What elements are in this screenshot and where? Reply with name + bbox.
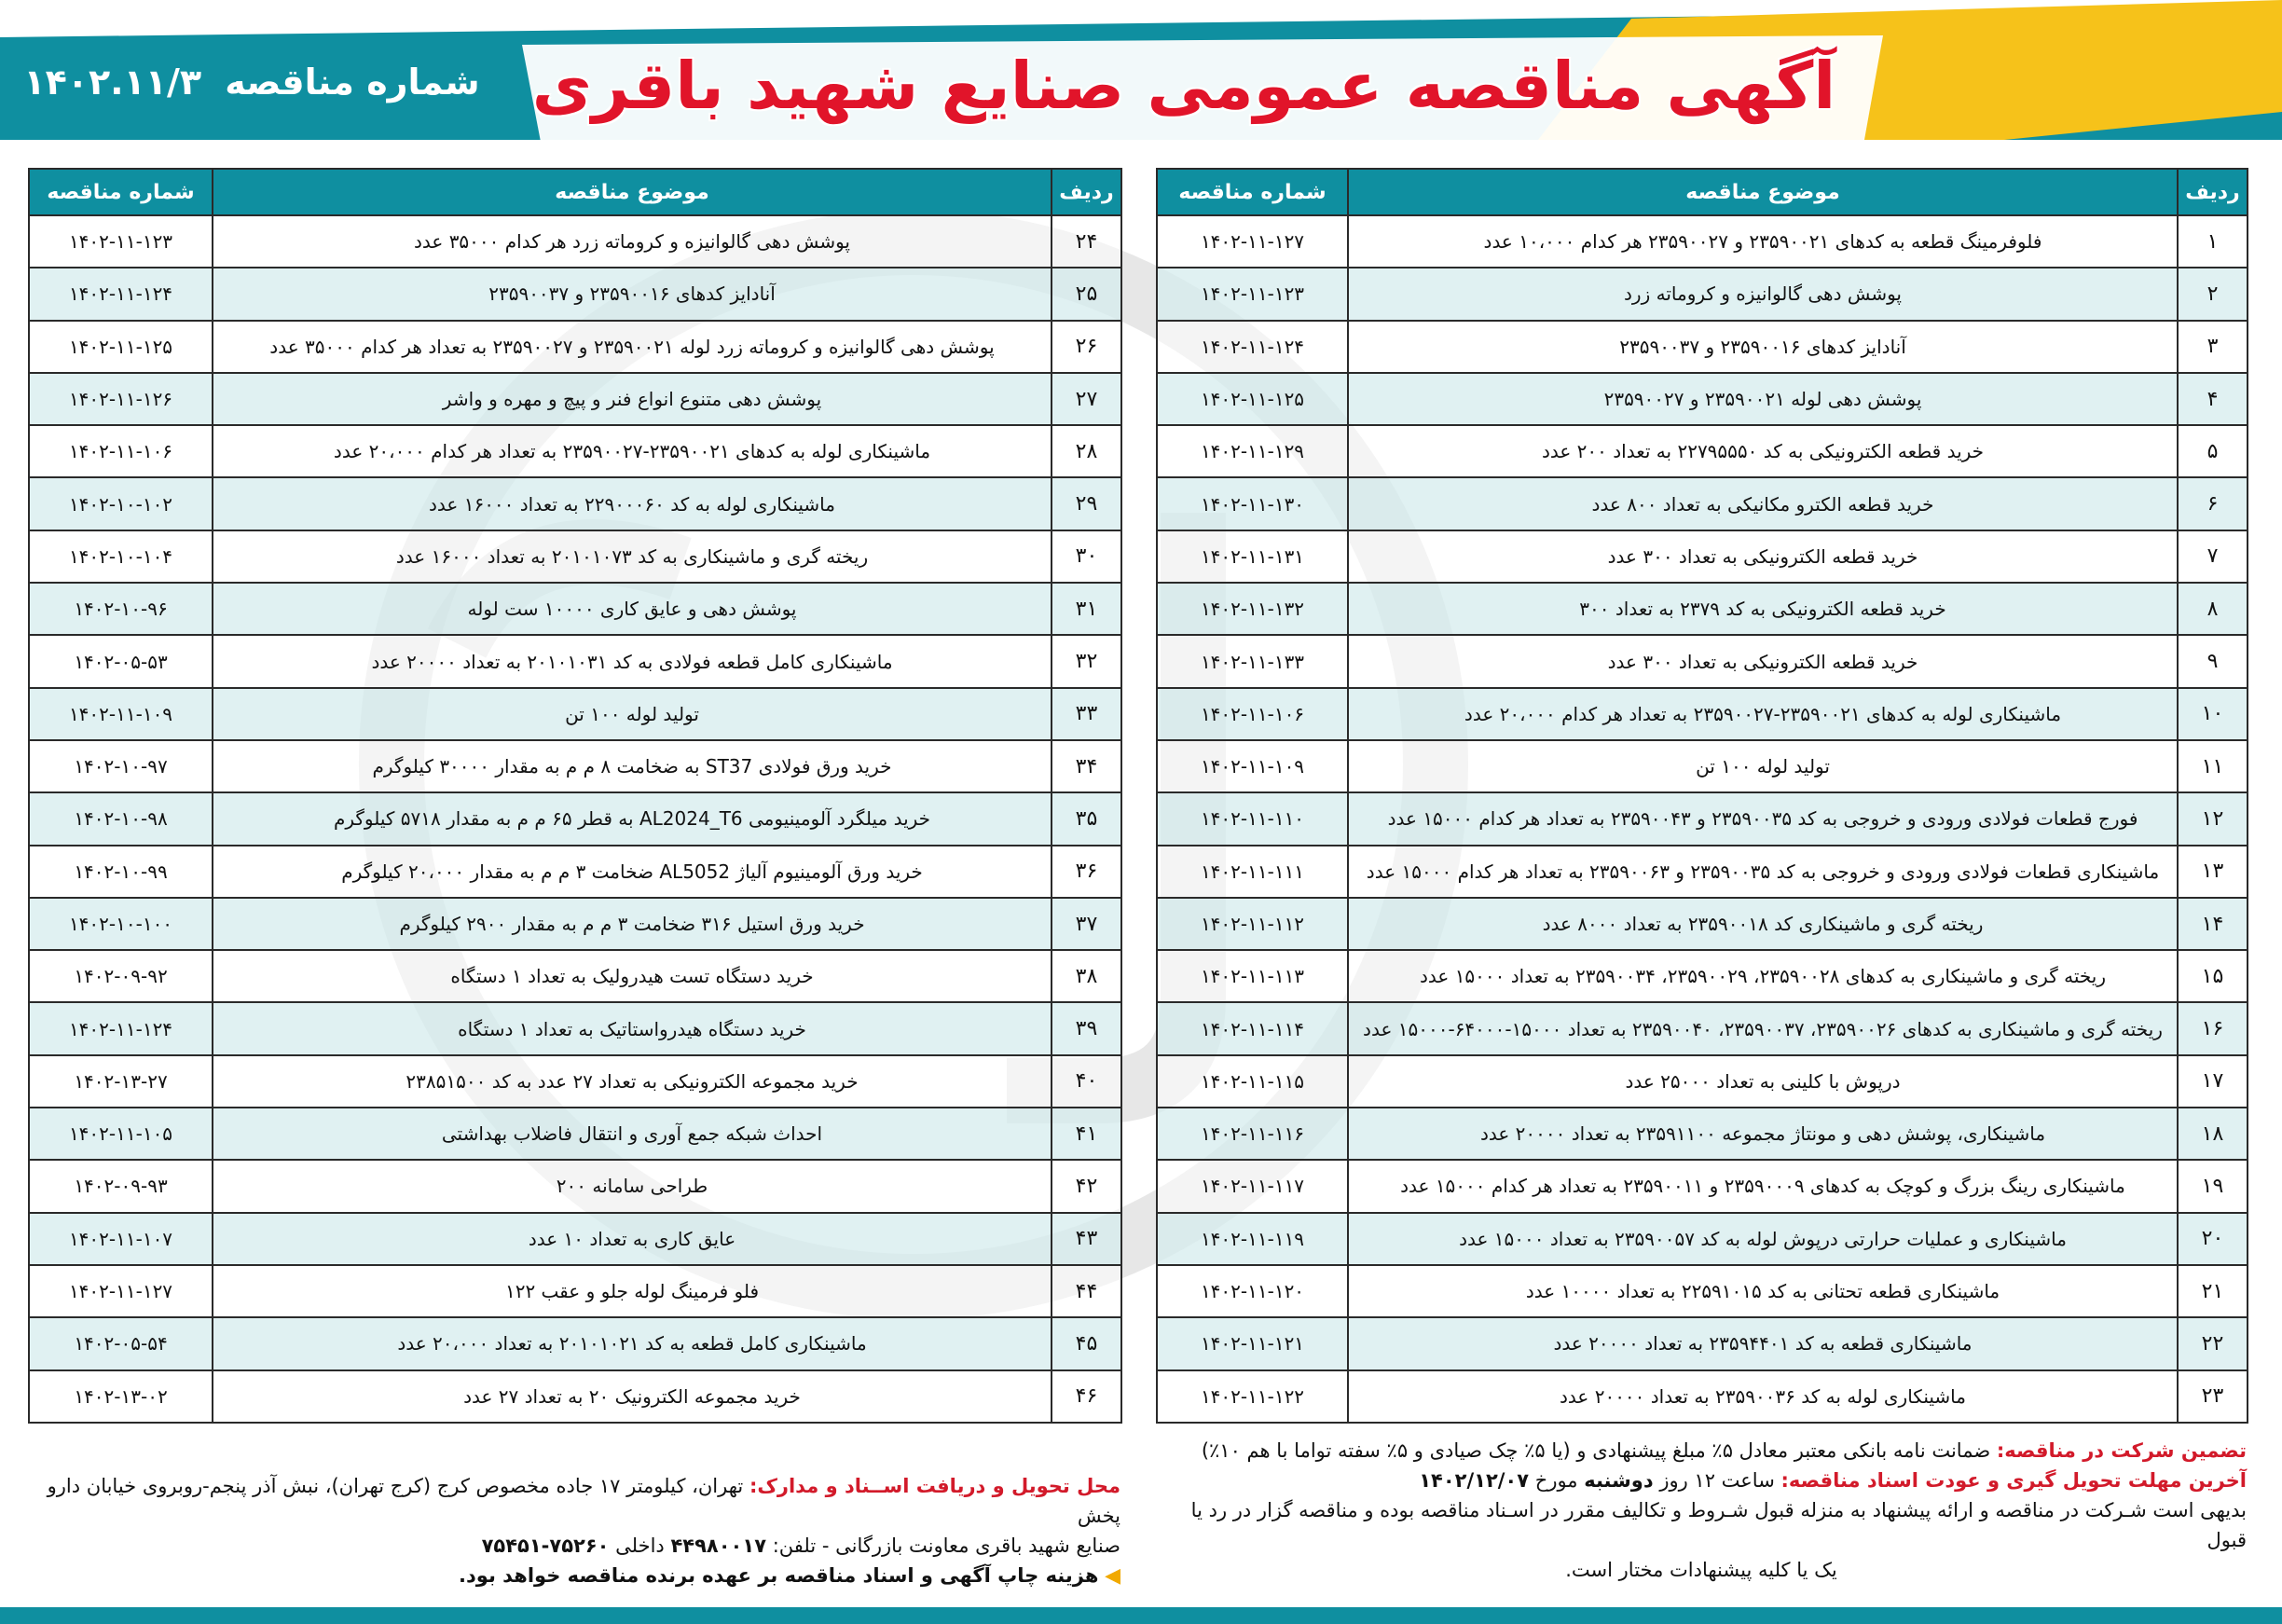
row-number-cell: ۱۴۰۲-۱۰-۹۷ bbox=[29, 740, 213, 792]
row-subject-cell: ماشینکاری، پوشش دهی و مونتاژ مجموعه ۲۳۵۹۱۱۰۰ به تعداد ۲۰۰۰۰ عدد bbox=[1348, 1108, 2178, 1160]
table-row bbox=[1157, 1317, 2248, 1369]
place-label: محل تحویل و دریافت اســناد و مدارک: bbox=[749, 1475, 1120, 1497]
table-row bbox=[29, 215, 1121, 268]
table-row bbox=[29, 373, 1121, 425]
table-row bbox=[1157, 1160, 2248, 1212]
footer-contact bbox=[28, 1471, 1120, 1591]
row-index-cell: ۲۰ bbox=[2178, 1213, 2248, 1265]
row-index-cell: ۱۷ bbox=[2178, 1055, 2248, 1108]
row-subject-cell: آنادایز کدهای ۲۳۵۹۰۰۱۶ و ۲۳۵۹۰۰۳۷ bbox=[1348, 321, 2178, 373]
row-subject-cell: ماشینکاری قطعات فولادی ورودی و خروجی به کد ۲۳۵۹۰۰۳۵ و ۲۳۵۹۰۰۶۳ به تعداد هر کدام ۱۵۰۰۰ عدد bbox=[1348, 846, 2178, 898]
guarantee-text: ضمانت نامه بانکی معتبر معادل ۵٪ مبلغ پیشنهادی و (یا ۵٪ چک صیادی و ۵٪ سفته تواما با هم ۱۰٪) bbox=[1201, 1439, 1991, 1462]
table-row bbox=[1157, 373, 2248, 425]
deadline-prefix: ساعت ۱۲ روز bbox=[1659, 1469, 1775, 1492]
row-index-cell: ۳۳ bbox=[1052, 688, 1121, 740]
row-number-cell: ۱۴۰۲-۱۱-۱۱۷ bbox=[1157, 1160, 1348, 1212]
row-number-cell: ۱۴۰۲-۱۱-۱۲۴ bbox=[29, 268, 213, 320]
row-subject-cell: ماشینکاری لوله به کدهای ۲۳۵۹۰۰۲۱-۲۳۵۹۰۰۲۷ به تعداد هر کدام ۲۰،۰۰۰ عدد bbox=[1348, 688, 2178, 740]
row-number-cell: ۱۴۰۲-۱۱-۱۰۹ bbox=[29, 688, 213, 740]
row-index-cell: ۲۵ bbox=[1052, 268, 1121, 320]
tender-number-label: شماره مناقصه bbox=[225, 62, 480, 103]
table-row bbox=[29, 1265, 1121, 1317]
row-index-cell: ۴۶ bbox=[1052, 1370, 1121, 1423]
row-subject-cell: خرید ورق آلومینیوم آلیاژ AL5052 ضخامت ۳ م م به مقدار ۲۰،۰۰۰ کیلوگرم bbox=[213, 846, 1052, 898]
row-number-cell: ۱۴۰۲-۱۱-۱۳۱ bbox=[1157, 530, 1348, 583]
table-row bbox=[1157, 1213, 2248, 1265]
row-number-cell: ۱۴۰۲-۰۵-۵۴ bbox=[29, 1317, 213, 1369]
cost-note-line bbox=[28, 1561, 1120, 1591]
row-subject-cell: خرید ورق استیل ۳۱۶ ضخامت ۳ م م به مقدار ۲۹۰۰ کیلوگرم bbox=[213, 898, 1052, 950]
row-number-cell: ۱۴۰۲-۱۱-۱۳۳ bbox=[1157, 635, 1348, 687]
row-number-cell: ۱۴۰۲-۱۱-۱۱۳ bbox=[1157, 950, 1348, 1002]
row-number-cell: ۱۴۰۲-۰۹-۹۲ bbox=[29, 950, 213, 1002]
table-row bbox=[29, 321, 1121, 373]
row-index-cell: ۴۳ bbox=[1052, 1213, 1121, 1265]
row-index-cell: ۱۹ bbox=[2178, 1160, 2248, 1212]
row-number-cell: ۱۴۰۲-۱۱-۱۰۵ bbox=[29, 1108, 213, 1160]
row-subject-cell: پوشش دهی و عایق کاری ۱۰۰۰۰ ست لوله bbox=[213, 583, 1052, 635]
row-number-cell: ۱۴۰۲-۱۰-۱۰۰ bbox=[29, 898, 213, 950]
table-row bbox=[29, 268, 1121, 320]
row-subject-cell: خرید قطعه الکترونیکی به تعداد ۳۰۰ عدد bbox=[1348, 530, 2178, 583]
table-row bbox=[1157, 950, 2248, 1002]
row-subject-cell: خرید میلگرد آلومینیومی AL2024_T6 به قطر ۶۵ م م به مقدار ۵۷۱۸ کیلوگرم bbox=[213, 792, 1052, 845]
row-number-cell: ۱۴۰۲-۱۱-۱۳۰ bbox=[1157, 477, 1348, 530]
row-index-cell: ۲۴ bbox=[1052, 215, 1121, 268]
guarantee-line bbox=[1156, 1436, 2247, 1466]
table-row bbox=[29, 950, 1121, 1002]
table-row bbox=[29, 530, 1121, 583]
row-index-cell: ۴۰ bbox=[1052, 1055, 1121, 1108]
row-number-cell: ۱۴۰۲-۱۰-۹۸ bbox=[29, 792, 213, 845]
row-number-cell: ۱۴۰۲-۱۱-۱۱۱ bbox=[1157, 846, 1348, 898]
row-index-cell: ۲۶ bbox=[1052, 321, 1121, 373]
row-index-cell: ۱۱ bbox=[2178, 740, 2248, 792]
row-subject-cell: خرید قطعه الکترو مکانیکی به تعداد ۸۰۰ عدد bbox=[1348, 477, 2178, 530]
row-number-cell: ۱۴۰۲-۱۱-۱۱۰ bbox=[1157, 792, 1348, 845]
row-number-cell: ۱۴۰۲-۱۱-۱۱۶ bbox=[1157, 1108, 1348, 1160]
table-row bbox=[1157, 583, 2248, 635]
row-index-cell: ۳ bbox=[2178, 321, 2248, 373]
note-line-2: یک یا کلیه پیشنهادات مختار است. bbox=[1565, 1559, 1837, 1581]
deadline-line bbox=[1156, 1466, 2247, 1495]
row-index-cell: ۴۴ bbox=[1052, 1265, 1121, 1317]
table-row bbox=[29, 688, 1121, 740]
row-number-cell: ۱۴۰۲-۱۱-۱۲۴ bbox=[29, 1002, 213, 1054]
row-number-cell: ۱۴۰۲-۱۱-۱۲۱ bbox=[1157, 1317, 1348, 1369]
row-index-cell: ۱۴ bbox=[2178, 898, 2248, 950]
row-number-cell: ۱۴۰۲-۰۹-۹۳ bbox=[29, 1160, 213, 1212]
col-index-header: ردیف bbox=[2178, 169, 2248, 215]
header-banner bbox=[0, 0, 2282, 149]
row-number-cell: ۱۴۰۲-۱۳-۰۲ bbox=[29, 1370, 213, 1423]
row-index-cell: ۱۳ bbox=[2178, 846, 2248, 898]
table-row bbox=[29, 846, 1121, 898]
place-office: صنایع شهید باقری معاونت بازرگانی - تلفن: bbox=[772, 1535, 1120, 1557]
col-subject-header: موضوع مناقصه bbox=[1348, 169, 2178, 215]
row-index-cell: ۲۲ bbox=[2178, 1317, 2248, 1369]
footer-conditions bbox=[1156, 1436, 2247, 1585]
tender-number-badge bbox=[19, 45, 485, 119]
row-index-cell: ۸ bbox=[2178, 583, 2248, 635]
row-number-cell: ۱۴۰۲-۱۱-۱۲۶ bbox=[29, 373, 213, 425]
place-line-2 bbox=[28, 1531, 1120, 1561]
row-number-cell: ۱۴۰۲-۱۱-۱۲۳ bbox=[29, 215, 213, 268]
table-row bbox=[29, 1002, 1121, 1054]
row-number-cell: ۱۴۰۲-۱۰-۹۶ bbox=[29, 583, 213, 635]
table-row bbox=[1157, 1370, 2248, 1423]
table-row bbox=[29, 425, 1121, 477]
row-subject-cell: طراحی سامانه ۲۰۰ bbox=[213, 1160, 1052, 1212]
table-row bbox=[1157, 1108, 2248, 1160]
row-index-cell: ۲۹ bbox=[1052, 477, 1121, 530]
row-number-cell: ۱۴۰۲-۱۰-۱۰۴ bbox=[29, 530, 213, 583]
table-row bbox=[1157, 1265, 2248, 1317]
row-number-cell: ۱۴۰۲-۱۱-۱۱۴ bbox=[1157, 1002, 1348, 1054]
row-number-cell: ۱۴۰۲-۱۱-۱۲۹ bbox=[1157, 425, 1348, 477]
row-number-cell: ۱۴۰۲-۱۳-۲۷ bbox=[29, 1055, 213, 1108]
deadline-day: دوشنبه bbox=[1584, 1469, 1654, 1492]
row-subject-cell: خرید قطعه الکترونیکی به کد ۲۲۷۹۵۵۵۰ به تعداد ۲۰۰ عدد bbox=[1348, 425, 2178, 477]
col-number-header: شماره مناقصه bbox=[29, 169, 213, 215]
table-row bbox=[29, 635, 1121, 687]
table-row bbox=[29, 1317, 1121, 1369]
table-row bbox=[1157, 740, 2248, 792]
table-row bbox=[1157, 792, 2248, 845]
row-index-cell: ۷ bbox=[2178, 530, 2248, 583]
table-row bbox=[1157, 635, 2248, 687]
extension-label: داخلی bbox=[615, 1535, 665, 1557]
bottom-stripe bbox=[0, 1607, 2282, 1624]
arrow-icon: ◀ bbox=[1105, 1564, 1120, 1588]
row-subject-cell: خرید قطعه الکترونیکی به تعداد ۳۰۰ عدد bbox=[1348, 635, 2178, 687]
table-row bbox=[1157, 477, 2248, 530]
row-index-cell: ۴ bbox=[2178, 373, 2248, 425]
row-subject-cell: تولید لوله ۱۰۰ تن bbox=[1348, 740, 2178, 792]
row-subject-cell: خرید مجموعه الکترونیکی به تعداد ۲۷ عدد به کد ۲۳۸۵۱۵۰۰ bbox=[213, 1055, 1052, 1108]
row-subject-cell: احداث شبکه جمع آوری و انتقال فاضلاب بهداشتی bbox=[213, 1108, 1052, 1160]
row-subject-cell: ماشینکاری لوله به کدهای ۲۳۵۹۰۰۲۱-۲۳۵۹۰۰۲۷ به تعداد هر کدام ۲۰،۰۰۰ عدد bbox=[213, 425, 1052, 477]
row-subject-cell: فلو فرمینگ لوله جلو و عقب ۱۲۲ bbox=[213, 1265, 1052, 1317]
row-index-cell: ۴۱ bbox=[1052, 1108, 1121, 1160]
row-number-cell: ۱۴۰۲-۱۱-۱۰۹ bbox=[1157, 740, 1348, 792]
row-number-cell: ۱۴۰۲-۱۱-۱۲۷ bbox=[1157, 215, 1348, 268]
tender-table-left bbox=[28, 168, 1122, 1424]
table-row bbox=[29, 1108, 1121, 1160]
table-row bbox=[1157, 425, 2248, 477]
table-row bbox=[1157, 530, 2248, 583]
row-number-cell: ۱۴۰۲-۱۱-۱۲۰ bbox=[1157, 1265, 1348, 1317]
row-subject-cell: ریخته گری و ماشینکاری به کدهای ۲۳۵۹۰۰۲۸، ۲۳۵۹۰۰۲۹، ۲۳۵۹۰۰۳۴ به تعداد ۱۵۰۰۰ عدد bbox=[1348, 950, 2178, 1002]
row-number-cell: ۱۴۰۲-۱۱-۱۰۶ bbox=[29, 425, 213, 477]
row-subject-cell: ماشینکاری لوله به کد ۲۲۹۰۰۰۶۰ به تعداد ۱۶۰۰۰ عدد bbox=[213, 477, 1052, 530]
row-index-cell: ۴۲ bbox=[1052, 1160, 1121, 1212]
table-row bbox=[29, 583, 1121, 635]
table-row bbox=[29, 1213, 1121, 1265]
tender-number-value: ۱۴۰۲.۱۱/۳ bbox=[23, 62, 202, 103]
row-subject-cell: ماشینکاری قطعه به کد ۲۳۵۹۴۴۰۱ به تعداد ۲۰۰۰۰ عدد bbox=[1348, 1317, 2178, 1369]
row-subject-cell: پوشش دهی گالوانیزه و کروماته زرد لوله ۲۳۵۹۰۰۲۱ و ۲۳۵۹۰۰۲۷ به تعداد هر کدام ۳۵۰۰۰ عدد bbox=[213, 321, 1052, 373]
row-number-cell: ۱۴۰۲-۱۰-۹۹ bbox=[29, 846, 213, 898]
phone-number: ۴۴۹۸۰۰۱۷ bbox=[670, 1535, 767, 1557]
row-subject-cell: تولید لوله ۱۰۰ تن bbox=[213, 688, 1052, 740]
row-subject-cell: ماشینکاری قطعه تحتانی به کد ۲۲۵۹۱۰۱۵ به تعداد ۱۰۰۰۰ عدد bbox=[1348, 1265, 2178, 1317]
row-subject-cell: ماشینکاری کامل قطعه به کد ۲۰۱۰۱۰۲۱ به تعداد ۲۰،۰۰۰ عدد bbox=[213, 1317, 1052, 1369]
table-header-row bbox=[29, 169, 1121, 215]
row-index-cell: ۲۱ bbox=[2178, 1265, 2248, 1317]
row-index-cell: ۱۶ bbox=[2178, 1002, 2248, 1054]
table-row bbox=[29, 792, 1121, 845]
row-subject-cell: خرید مجموعه الکترونیک ۲۰ به تعداد ۲۷ عدد bbox=[213, 1370, 1052, 1423]
row-index-cell: ۱۲ bbox=[2178, 792, 2248, 845]
tender-table-right bbox=[1156, 168, 2248, 1424]
table-row bbox=[1157, 215, 2248, 268]
row-number-cell: ۱۴۰۲-۱۱-۱۱۵ bbox=[1157, 1055, 1348, 1108]
row-subject-cell: فلوفرمینگ قطعه به کدهای ۲۳۵۹۰۰۲۱ و ۲۳۵۹۰۰۲۷ هر کدام ۱۰،۰۰۰ عدد bbox=[1348, 215, 2178, 268]
table-row bbox=[1157, 898, 2248, 950]
row-subject-cell: پوشش دهی گالوانیزه و کروماته زرد هر کدام ۳۵۰۰۰ عدد bbox=[213, 215, 1052, 268]
row-number-cell: ۱۴۰۲-۱۰-۱۰۲ bbox=[29, 477, 213, 530]
row-subject-cell: پوشش دهی لوله ۲۳۵۹۰۰۲۱ و ۲۳۵۹۰۰۲۷ bbox=[1348, 373, 2178, 425]
row-index-cell: ۳۱ bbox=[1052, 583, 1121, 635]
place-line-1 bbox=[28, 1471, 1120, 1531]
row-index-cell: ۲۸ bbox=[1052, 425, 1121, 477]
row-index-cell: ۱۸ bbox=[2178, 1108, 2248, 1160]
row-subject-cell: خرید دستگاه تست هیدرولیک به تعداد ۱ دستگاه bbox=[213, 950, 1052, 1002]
table-row bbox=[29, 1370, 1121, 1423]
row-subject-cell: خرید دستگاه هیدرواستاتیک به تعداد ۱ دستگاه bbox=[213, 1002, 1052, 1054]
cost-note: هزینه چاپ آگهی و اسناد مناقصه بر عهده برنده مناقصه خواهد بود. bbox=[459, 1564, 1099, 1587]
row-number-cell: ۱۴۰۲-۱۱-۱۰۶ bbox=[1157, 688, 1348, 740]
note-line-1: بدیهی است شـرکت در مناقصه و ارائه پیشنهاد به منزله قبول شـروط و تکالیف مقرر در اسـناد مناقصه بوده و مناقصه گزار در رد یا قبول bbox=[1190, 1499, 2247, 1551]
row-subject-cell: پوشش دهی متنوع انواع فنر و پیچ و مهره و واشر bbox=[213, 373, 1052, 425]
col-subject-header: موضوع مناقصه bbox=[213, 169, 1052, 215]
row-subject-cell: ماشینکاری کامل قطعه فولادی به کد ۲۰۱۰۱۰۳۱ به تعداد ۲۰۰۰۰ عدد bbox=[213, 635, 1052, 687]
row-index-cell: ۶ bbox=[2178, 477, 2248, 530]
guarantee-label: تضمین شرکت در مناقصه: bbox=[1996, 1439, 2247, 1462]
row-index-cell: ۱۰ bbox=[2178, 688, 2248, 740]
row-subject-cell: فورج قطعات فولادی ورودی و خروجی به کد ۲۳۵۹۰۰۳۵ و ۲۳۵۹۰۰۴۳ به تعداد هر کدام ۱۵۰۰۰ عدد bbox=[1348, 792, 2178, 845]
deadline-mid: مورخ bbox=[1534, 1469, 1578, 1492]
row-index-cell: ۹ bbox=[2178, 635, 2248, 687]
row-number-cell: ۱۴۰۲-۱۱-۱۲۷ bbox=[29, 1265, 213, 1317]
table-row bbox=[1157, 1055, 2248, 1108]
row-index-cell: ۱ bbox=[2178, 215, 2248, 268]
table-row bbox=[29, 1160, 1121, 1212]
row-index-cell: ۲۳ bbox=[2178, 1370, 2248, 1423]
row-subject-cell: ریخته گری و ماشینکاری کد ۲۳۵۹۰۰۱۸ به تعداد ۸۰۰۰ عدد bbox=[1348, 898, 2178, 950]
row-subject-cell: ماشینکاری لوله به کد ۲۳۵۹۰۰۳۶ به تعداد ۲۰۰۰۰ عدد bbox=[1348, 1370, 2178, 1423]
row-subject-cell: ماشینکاری رینگ بزرگ و کوچک به کدهای ۲۳۵۹۰۰۰۹ و ۲۳۵۹۰۰۱۱ به تعداد هر کدام ۱۵۰۰۰ عدد bbox=[1348, 1160, 2178, 1212]
row-number-cell: ۱۴۰۲-۱۱-۱۲۴ bbox=[1157, 321, 1348, 373]
place-address: تهران، کیلومتر ۱۷ جاده مخصوص کرج (کرج تهران)، نبش آذر پنجم-روبروی خیابان دارو پخش bbox=[47, 1475, 1120, 1527]
table-header-row bbox=[1157, 169, 2248, 215]
row-index-cell: ۳۵ bbox=[1052, 792, 1121, 845]
table-row bbox=[29, 477, 1121, 530]
row-subject-cell: عایق کاری به تعداد ۱۰ عدد bbox=[213, 1213, 1052, 1265]
row-subject-cell: خرید ورق فولادی ST37 به ضخامت ۸ م م به مقدار ۳۰۰۰۰ کیلوگرم bbox=[213, 740, 1052, 792]
table-row bbox=[1157, 846, 2248, 898]
row-subject-cell: پوشش دهی گالوانیزه و کروماته زرد bbox=[1348, 268, 2178, 320]
row-subject-cell: خرید قطعه الکترونیکی به کد ۲۳۷۹ به تعداد ۳۰۰ bbox=[1348, 583, 2178, 635]
row-number-cell: ۱۴۰۲-۱۱-۱۲۲ bbox=[1157, 1370, 1348, 1423]
row-index-cell: ۱۵ bbox=[2178, 950, 2248, 1002]
row-number-cell: ۱۴۰۲-۱۱-۱۱۹ bbox=[1157, 1213, 1348, 1265]
row-number-cell: ۱۴۰۲-۱۱-۱۲۳ bbox=[1157, 268, 1348, 320]
deadline-date: ۱۴۰۲/۱۲/۰۷ bbox=[1419, 1469, 1530, 1492]
table-row bbox=[1157, 321, 2248, 373]
row-index-cell: ۵ bbox=[2178, 425, 2248, 477]
row-index-cell: ۳۴ bbox=[1052, 740, 1121, 792]
row-index-cell: ۳۹ bbox=[1052, 1002, 1121, 1054]
row-index-cell: ۴۵ bbox=[1052, 1317, 1121, 1369]
row-index-cell: ۳۷ bbox=[1052, 898, 1121, 950]
row-index-cell: ۲ bbox=[2178, 268, 2248, 320]
deadline-label: آخرین مهلت تحویل گیری و عودت اسناد مناقصه: bbox=[1780, 1469, 2247, 1492]
row-subject-cell: آنادایز کدهای ۲۳۵۹۰۰۱۶ و ۲۳۵۹۰۰۳۷ bbox=[213, 268, 1052, 320]
table-row bbox=[1157, 688, 2248, 740]
row-subject-cell: ریخته گری و ماشینکاری به کد ۲۰۱۰۱۰۷۳ به تعداد ۱۶۰۰۰ عدد bbox=[213, 530, 1052, 583]
table-row bbox=[29, 898, 1121, 950]
table-row bbox=[1157, 1002, 2248, 1054]
row-number-cell: ۱۴۰۲-۰۵-۵۳ bbox=[29, 635, 213, 687]
row-index-cell: ۳۲ bbox=[1052, 635, 1121, 687]
row-number-cell: ۱۴۰۲-۱۱-۱۳۲ bbox=[1157, 583, 1348, 635]
row-subject-cell: درپوش با کلینی به تعداد ۲۵۰۰۰ عدد bbox=[1348, 1055, 2178, 1108]
row-index-cell: ۳۰ bbox=[1052, 530, 1121, 583]
row-number-cell: ۱۴۰۲-۱۱-۱۲۵ bbox=[1157, 373, 1348, 425]
row-number-cell: ۱۴۰۲-۱۱-۱۰۷ bbox=[29, 1213, 213, 1265]
row-subject-cell: ماشینکاری و عملیات حرارتی درپوش لوله به کد ۲۳۵۹۰۰۵۷ به تعداد ۱۵۰۰۰ عدد bbox=[1348, 1213, 2178, 1265]
row-number-cell: ۱۴۰۲-۱۱-۱۲۵ bbox=[29, 321, 213, 373]
table-row bbox=[29, 740, 1121, 792]
col-number-header: شماره مناقصه bbox=[1157, 169, 1348, 215]
table-row bbox=[1157, 268, 2248, 320]
page-title: آگهی مناقصه عمومی صنایع شهید باقری bbox=[531, 48, 1836, 124]
row-index-cell: ۳۸ bbox=[1052, 950, 1121, 1002]
extension-number: ۷۵۲۶۰-۷۵۴۵۱ bbox=[481, 1535, 610, 1557]
row-subject-cell: ریخته گری و ماشینکاری به کدهای ۲۳۵۹۰۰۲۶، ۲۳۵۹۰۰۳۷، ۲۳۵۹۰۰۴۰ به تعداد ۱۵۰۰۰-۶۴۰۰۰-۱۵۰۰۰ عدد bbox=[1348, 1002, 2178, 1054]
col-index-header: ردیف bbox=[1052, 169, 1121, 215]
row-index-cell: ۲۷ bbox=[1052, 373, 1121, 425]
row-index-cell: ۳۶ bbox=[1052, 846, 1121, 898]
row-number-cell: ۱۴۰۲-۱۱-۱۱۲ bbox=[1157, 898, 1348, 950]
table-row bbox=[29, 1055, 1121, 1108]
